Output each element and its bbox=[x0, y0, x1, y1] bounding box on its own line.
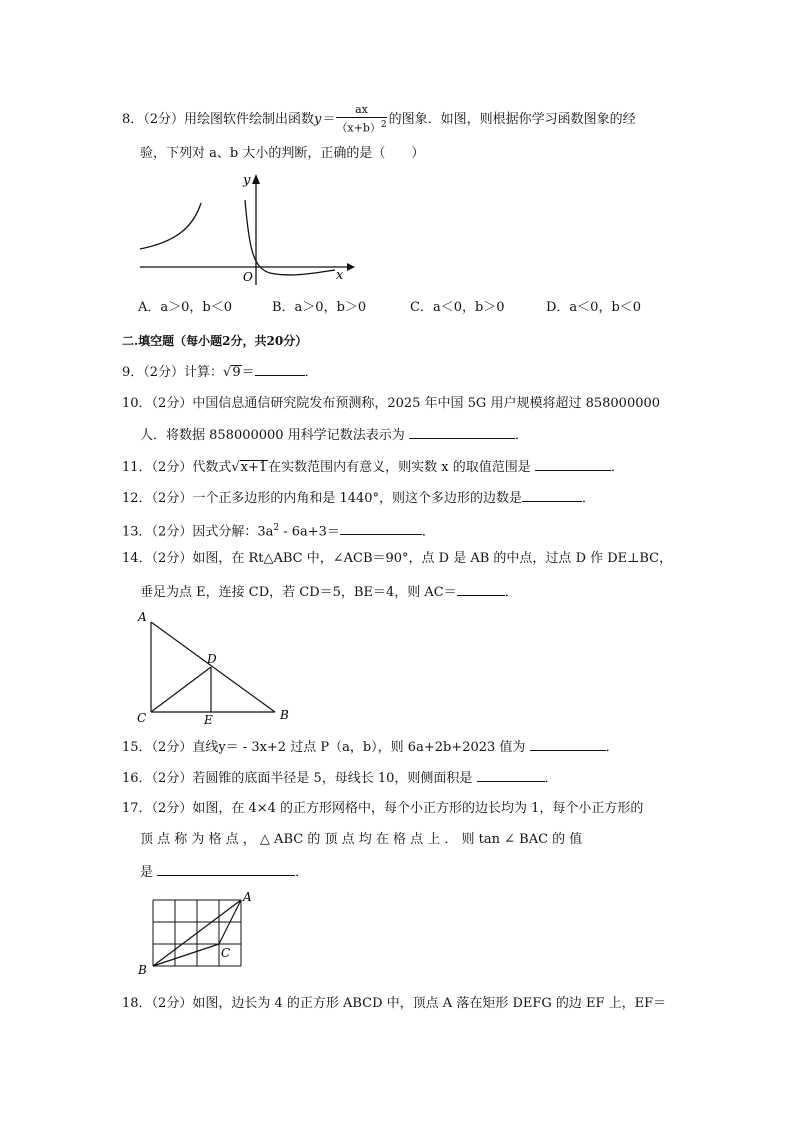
q14-label-e: E bbox=[204, 713, 213, 727]
q10-line2 bbox=[140, 425, 528, 445]
q17-line3 bbox=[140, 862, 308, 882]
q11-line: 11．（2分）代数式√x+1在实数范围内有意义，则实数 x 的取值范围是 ． bbox=[122, 457, 624, 477]
q14-label-c: C bbox=[137, 711, 147, 725]
q16-text: 16．（2分）若圆锥的底面半径是 5，母线长 10，则侧面积是 bbox=[122, 771, 473, 786]
q11-radicand: x+1 bbox=[240, 460, 268, 475]
section-title: 二.填空题（每小题2分，共20分） bbox=[122, 334, 308, 348]
q17-answer-blank[interactable] bbox=[157, 862, 295, 876]
q9-end: ． bbox=[304, 365, 318, 380]
q8-fraction bbox=[336, 103, 386, 136]
q14-end: ． bbox=[504, 585, 518, 600]
q12-end: ． bbox=[582, 491, 596, 506]
q16-answer-blank[interactable] bbox=[477, 768, 545, 782]
q8-function-graph bbox=[135, 170, 360, 290]
q8-exponent: 2 bbox=[380, 120, 387, 130]
q11-end: ． bbox=[610, 460, 624, 475]
q17-label-a: A bbox=[243, 890, 252, 904]
q17-text: 是 bbox=[140, 865, 154, 880]
q12-line bbox=[122, 488, 595, 508]
q14-label-a: A bbox=[138, 610, 147, 624]
q17-label-b: B bbox=[138, 963, 147, 977]
q9-answer-blank[interactable] bbox=[255, 362, 305, 376]
q8-option-d: D．a＜0，b＜0 bbox=[546, 300, 642, 315]
q10-answer-blank[interactable] bbox=[409, 425, 515, 439]
q8-lead: 8．（2分）用绘图软件绘制出函数 bbox=[122, 111, 315, 127]
q8-y-label: y bbox=[243, 173, 251, 188]
q11-tail: 在实数范围内有意义，则实数 x 的取值范围是 bbox=[268, 460, 531, 475]
q13-answer-blank[interactable] bbox=[340, 521, 422, 535]
q14-text: 垂足为点 E，连接 CD，若 CD＝5，BE＝4，则 AC＝ bbox=[140, 585, 457, 600]
q8-option-a: A．a＞0，b＜0 bbox=[138, 300, 233, 315]
q17-side-bc bbox=[153, 944, 219, 966]
q8-denominator: $(x+b)^2$ bbox=[336, 120, 387, 135]
q14-line2 bbox=[140, 582, 518, 602]
q8-option-c: C．a＜0，b＞0 bbox=[410, 300, 505, 315]
q11-answer-blank[interactable] bbox=[535, 457, 611, 471]
q13-line bbox=[122, 519, 435, 541]
q11-lead: 11．（2分）代数式 bbox=[122, 460, 232, 475]
q8-line1 bbox=[122, 103, 636, 136]
q14-answer-blank[interactable] bbox=[457, 582, 505, 596]
q16-end: ． bbox=[544, 771, 558, 786]
q13-tail: - 6a+3＝ bbox=[279, 524, 340, 540]
q14-segment-cd bbox=[151, 667, 211, 712]
q13-end: ． bbox=[421, 524, 435, 540]
q8-numerator: ax bbox=[336, 103, 386, 118]
q15-answer-blank[interactable] bbox=[530, 737, 606, 751]
q9-radicand: 9 bbox=[232, 365, 241, 380]
q12-text: 12．（2分）一个正多边形的内角和是 1440°，则这个多边形的边数是 bbox=[122, 491, 523, 506]
q16-line bbox=[122, 768, 558, 788]
q8-option-b: B．a＞0，b＞0 bbox=[272, 300, 367, 315]
q17-grid-figure bbox=[135, 886, 260, 981]
q13-lead: 13．（2分）因式分解：3a bbox=[122, 524, 274, 540]
q8-func-y: y＝ bbox=[314, 111, 335, 127]
q15-text: 15．（2分）直线y＝ - 3x+2 过点 P（a，b），则 6a+2b+2023 值为 bbox=[122, 740, 526, 755]
q8-x-arrow bbox=[347, 263, 355, 271]
q17-line2: 顶 点 称 为 格 点 ， △ ABC 的 顶 点 均 在 格 点 上 ． 则 tan ∠ BAC 的 值 bbox=[140, 832, 583, 847]
q8-tail: 的图象．如图，则根据你学习函数图象的经 bbox=[388, 111, 636, 127]
q10-text: 人．将数据 858000000 用科学记数法表示为 bbox=[140, 428, 405, 443]
q17-label-c: C bbox=[221, 946, 231, 960]
q14-label-d: D bbox=[207, 652, 217, 666]
q10-line1: 10．（2分）中国信息通信研究院发布预测称，2025 年中国 5G 用户规模将超过 858000000 bbox=[122, 396, 661, 411]
q18-line: 18．（2分）如图，边长为 4 的正方形 ABCD 中，顶点 A 落在矩形 DEFG 的边 EF 上，EF＝ bbox=[122, 996, 667, 1011]
q8-origin-label: O bbox=[243, 270, 253, 284]
q17-line1: 17．（2分）如图，在 4×4 的正方形网格中，每个小正方形的边长均为 1，每个小正方形的 bbox=[122, 801, 644, 816]
q13-sup: 2 bbox=[273, 523, 280, 533]
q8-curve-left bbox=[140, 203, 201, 249]
q8-line2: 验，下列对 a、b 大小的判断，正确的是（ ） bbox=[140, 146, 425, 161]
q14-line1: 14．（2分）如图，在 Rt△ABC 中，∠ACB＝90°，点 D 是 AB 的中点，过点 D 作 DE⊥BC， bbox=[122, 551, 673, 566]
q9-equals: ＝ bbox=[241, 365, 255, 380]
q15-line bbox=[122, 737, 619, 757]
q14-label-b: B bbox=[280, 708, 289, 722]
q10-end: ． bbox=[514, 428, 528, 443]
q17-end: ． bbox=[295, 865, 309, 880]
q8-x-label: x bbox=[336, 268, 344, 283]
q8-curve-right bbox=[245, 200, 335, 275]
q9-lead: 9．（2分）计算： bbox=[122, 365, 224, 380]
q8-y-arrow bbox=[252, 174, 260, 184]
q14-triangle-figure bbox=[133, 608, 298, 728]
q9-line: 9．（2分）计算：√9＝ ． bbox=[122, 362, 318, 382]
q15-end: ． bbox=[605, 740, 619, 755]
q12-answer-blank[interactable] bbox=[522, 488, 582, 502]
